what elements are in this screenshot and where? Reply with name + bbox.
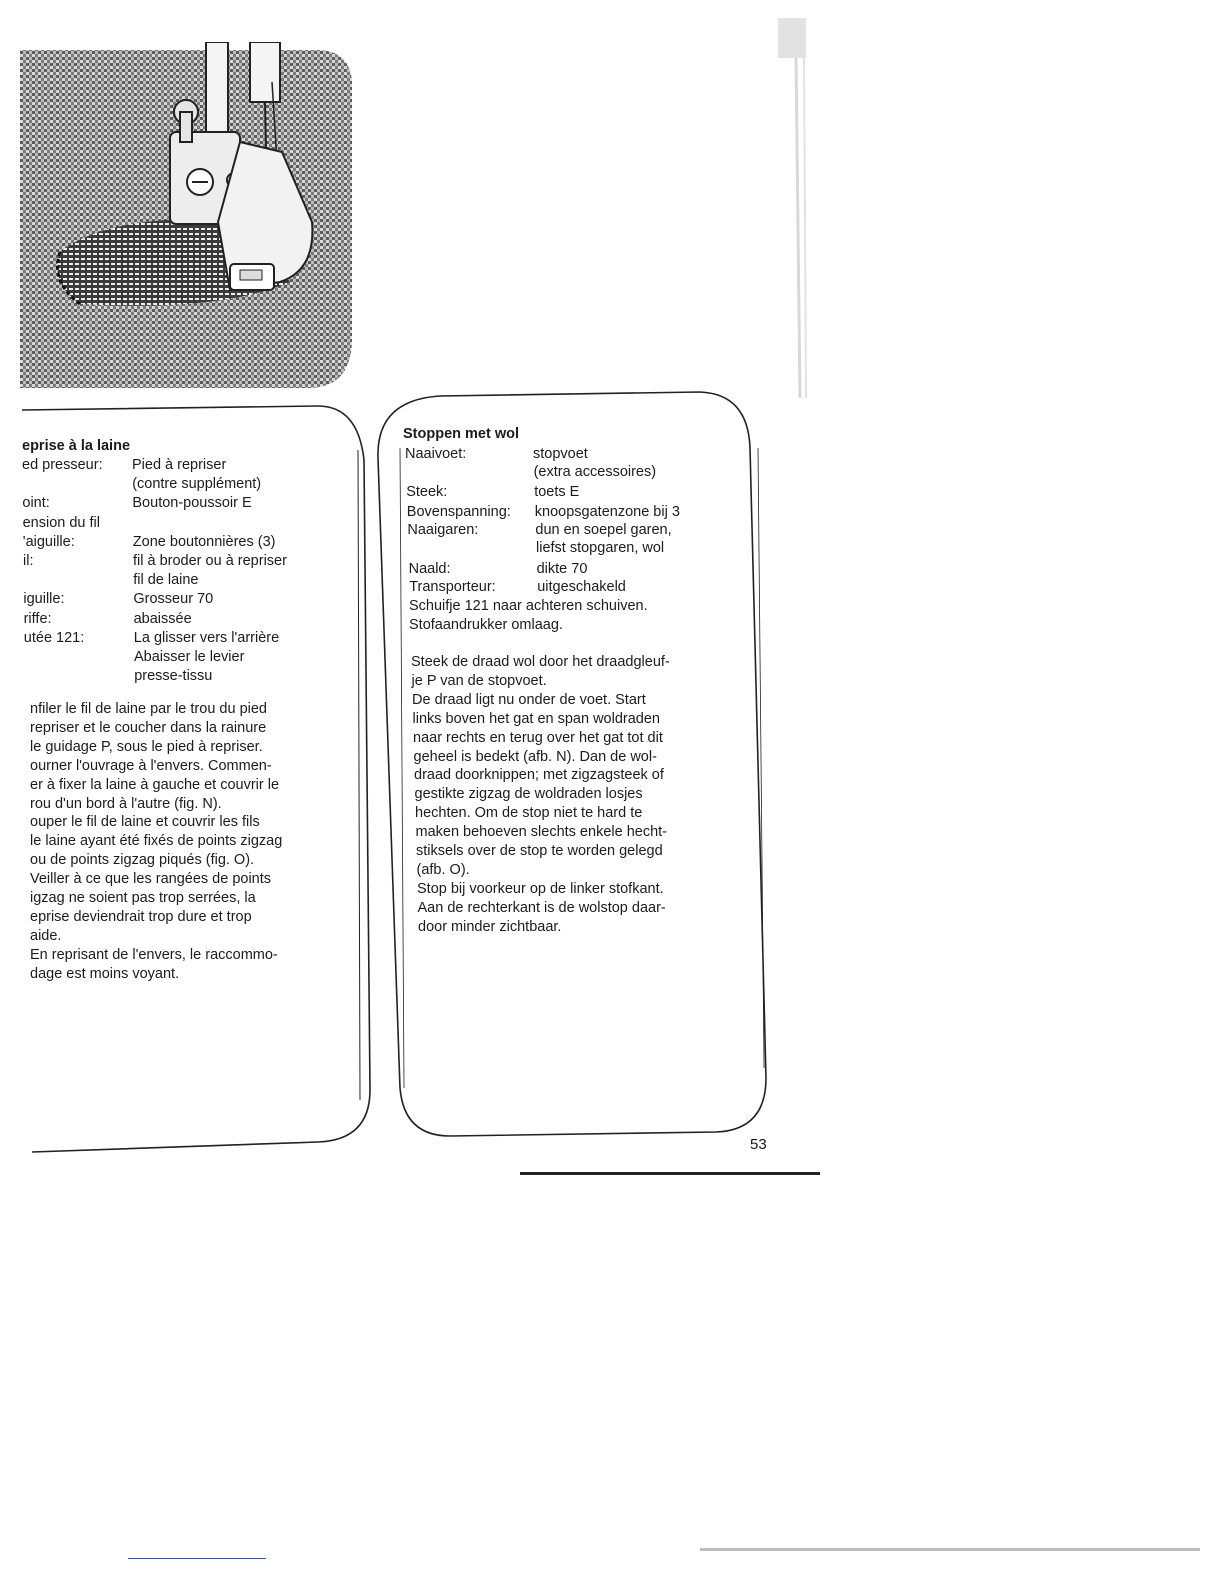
- spec-label: il:: [23, 553, 34, 569]
- spec-label: 'aiguille:: [22, 533, 75, 550]
- body-line: igzag ne soient pas trop serrées, la: [30, 890, 256, 906]
- spec-value: dikte 70: [536, 561, 588, 577]
- footer-link-line: [128, 1558, 266, 1559]
- spec-value: liefst stopgaren, wol: [536, 540, 665, 556]
- spec-value: La glisser vers l'arrière: [133, 629, 280, 646]
- spec-label: utée 121:: [23, 629, 85, 646]
- body-line: ou de points zigzag piqués (fig. O).: [30, 852, 255, 869]
- spec-value: fil de laine: [133, 572, 199, 589]
- spec-value: Pied à repriser: [132, 457, 227, 473]
- body-line: Steek de draad wol door het draadgleuf-: [411, 654, 670, 670]
- french-title: eprise à la laine: [22, 438, 131, 454]
- spec-value: Zone boutonnières (3): [132, 533, 276, 550]
- body-line: links boven het gat en span woldraden: [412, 710, 660, 727]
- body-line: aide.: [30, 927, 62, 944]
- spec-label: Naaivoet:: [405, 446, 467, 462]
- body-line: Veiller à ce que les rangées de points: [30, 871, 272, 888]
- body-line: eprise deviendrait trop dure et trop: [30, 908, 252, 925]
- page-number: 53: [750, 1136, 767, 1153]
- bottom-rule: [520, 1172, 820, 1175]
- body-line: door minder zichtbaar.: [418, 918, 562, 935]
- scan-edge-texture: [776, 18, 810, 398]
- body-line: je P van de stopvoet.: [411, 672, 547, 689]
- spec-label: ed presseur:: [22, 457, 103, 473]
- note-line: Schuifje 121 naar achteren schuiven.: [409, 598, 648, 614]
- body-line: En reprisant de l'envers, le raccommo-: [30, 946, 278, 963]
- dutch-title: Stoppen met wol: [403, 426, 519, 442]
- spec-label: Bovenspanning:: [406, 504, 511, 520]
- spec-value: Grosseur 70: [133, 591, 214, 608]
- body-line: dage est moins voyant.: [30, 965, 180, 982]
- body-line: (afb. O).: [416, 861, 470, 878]
- spec-value: abaissée: [133, 610, 192, 627]
- spec-label: Naaigaren:: [407, 522, 479, 538]
- body-line: le guidage P, sous le pied à repriser.: [30, 738, 263, 755]
- body-line: rou d'un bord à l'autre (fig. N).: [30, 795, 222, 812]
- spec-value: stopvoet: [533, 446, 588, 462]
- spec-value: knoopsgatenzone bij 3: [534, 504, 680, 520]
- darning-foot-illustration: [20, 42, 356, 390]
- body-line: ouper le fil de laine et couvrir les fils: [30, 814, 260, 831]
- spec-value: Abaisser le levier: [134, 649, 245, 665]
- spec-label: Naald:: [408, 561, 451, 577]
- spec-label: iguille:: [23, 591, 65, 608]
- body-line: gestikte zigzag de woldraden losjes: [414, 786, 643, 803]
- body-line: er à fixer la laine à gauche et couvrir le: [30, 776, 280, 793]
- spec-value: Bouton-poussoir E: [132, 495, 252, 512]
- spec-label: Transporteur:: [409, 579, 496, 595]
- spec-label: riffe:: [23, 610, 52, 627]
- spec-label: Steek:: [406, 484, 448, 500]
- body-line: stiksels over de stop te worden gelegd: [416, 843, 663, 859]
- body-line: naar rechts en terug over het gat tot dit: [413, 729, 663, 746]
- spec-value: (contre supplément): [132, 476, 262, 493]
- body-line: nfiler le fil de laine par le trou du pied: [30, 701, 267, 717]
- spec-label: oint:: [22, 495, 50, 512]
- body-line: ourner l'ouvrage à l'envers. Commen-: [30, 757, 272, 774]
- body-line: maken behoeven slechts enkele hecht-: [415, 824, 667, 841]
- body-line: De draad ligt nu onder de voet. Start: [412, 691, 646, 708]
- body-line: geheel is bedekt (afb. N). Dan de wol-: [413, 748, 657, 765]
- body-line: le laine ayant été fixés de points zigzag: [30, 833, 283, 850]
- body-line: Aan de rechterkant is de wolstop daar-: [417, 899, 666, 916]
- footer-edge-line: [700, 1548, 1200, 1551]
- spec-value: toets E: [534, 484, 580, 500]
- note-line: Stofaandrukker omlaag.: [409, 617, 563, 633]
- spec-label: ension du fil: [22, 514, 100, 531]
- spec-value: uitgeschakeld: [537, 579, 626, 595]
- body-line: repriser et le coucher dans la rainure: [30, 719, 267, 736]
- spec-value: presse-tissu: [134, 668, 213, 685]
- spec-value: (extra accessoires): [533, 464, 657, 480]
- body-line: hechten. Om de stop niet te hard te: [415, 805, 643, 822]
- spec-value: dun en soepel garen,: [535, 522, 672, 538]
- body-line: draad doorknippen; met zigzagsteek of: [414, 767, 664, 784]
- spec-value: fil à broder ou à repriser: [133, 553, 287, 569]
- body-line: Stop bij voorkeur op de linker stofkant.: [417, 880, 664, 897]
